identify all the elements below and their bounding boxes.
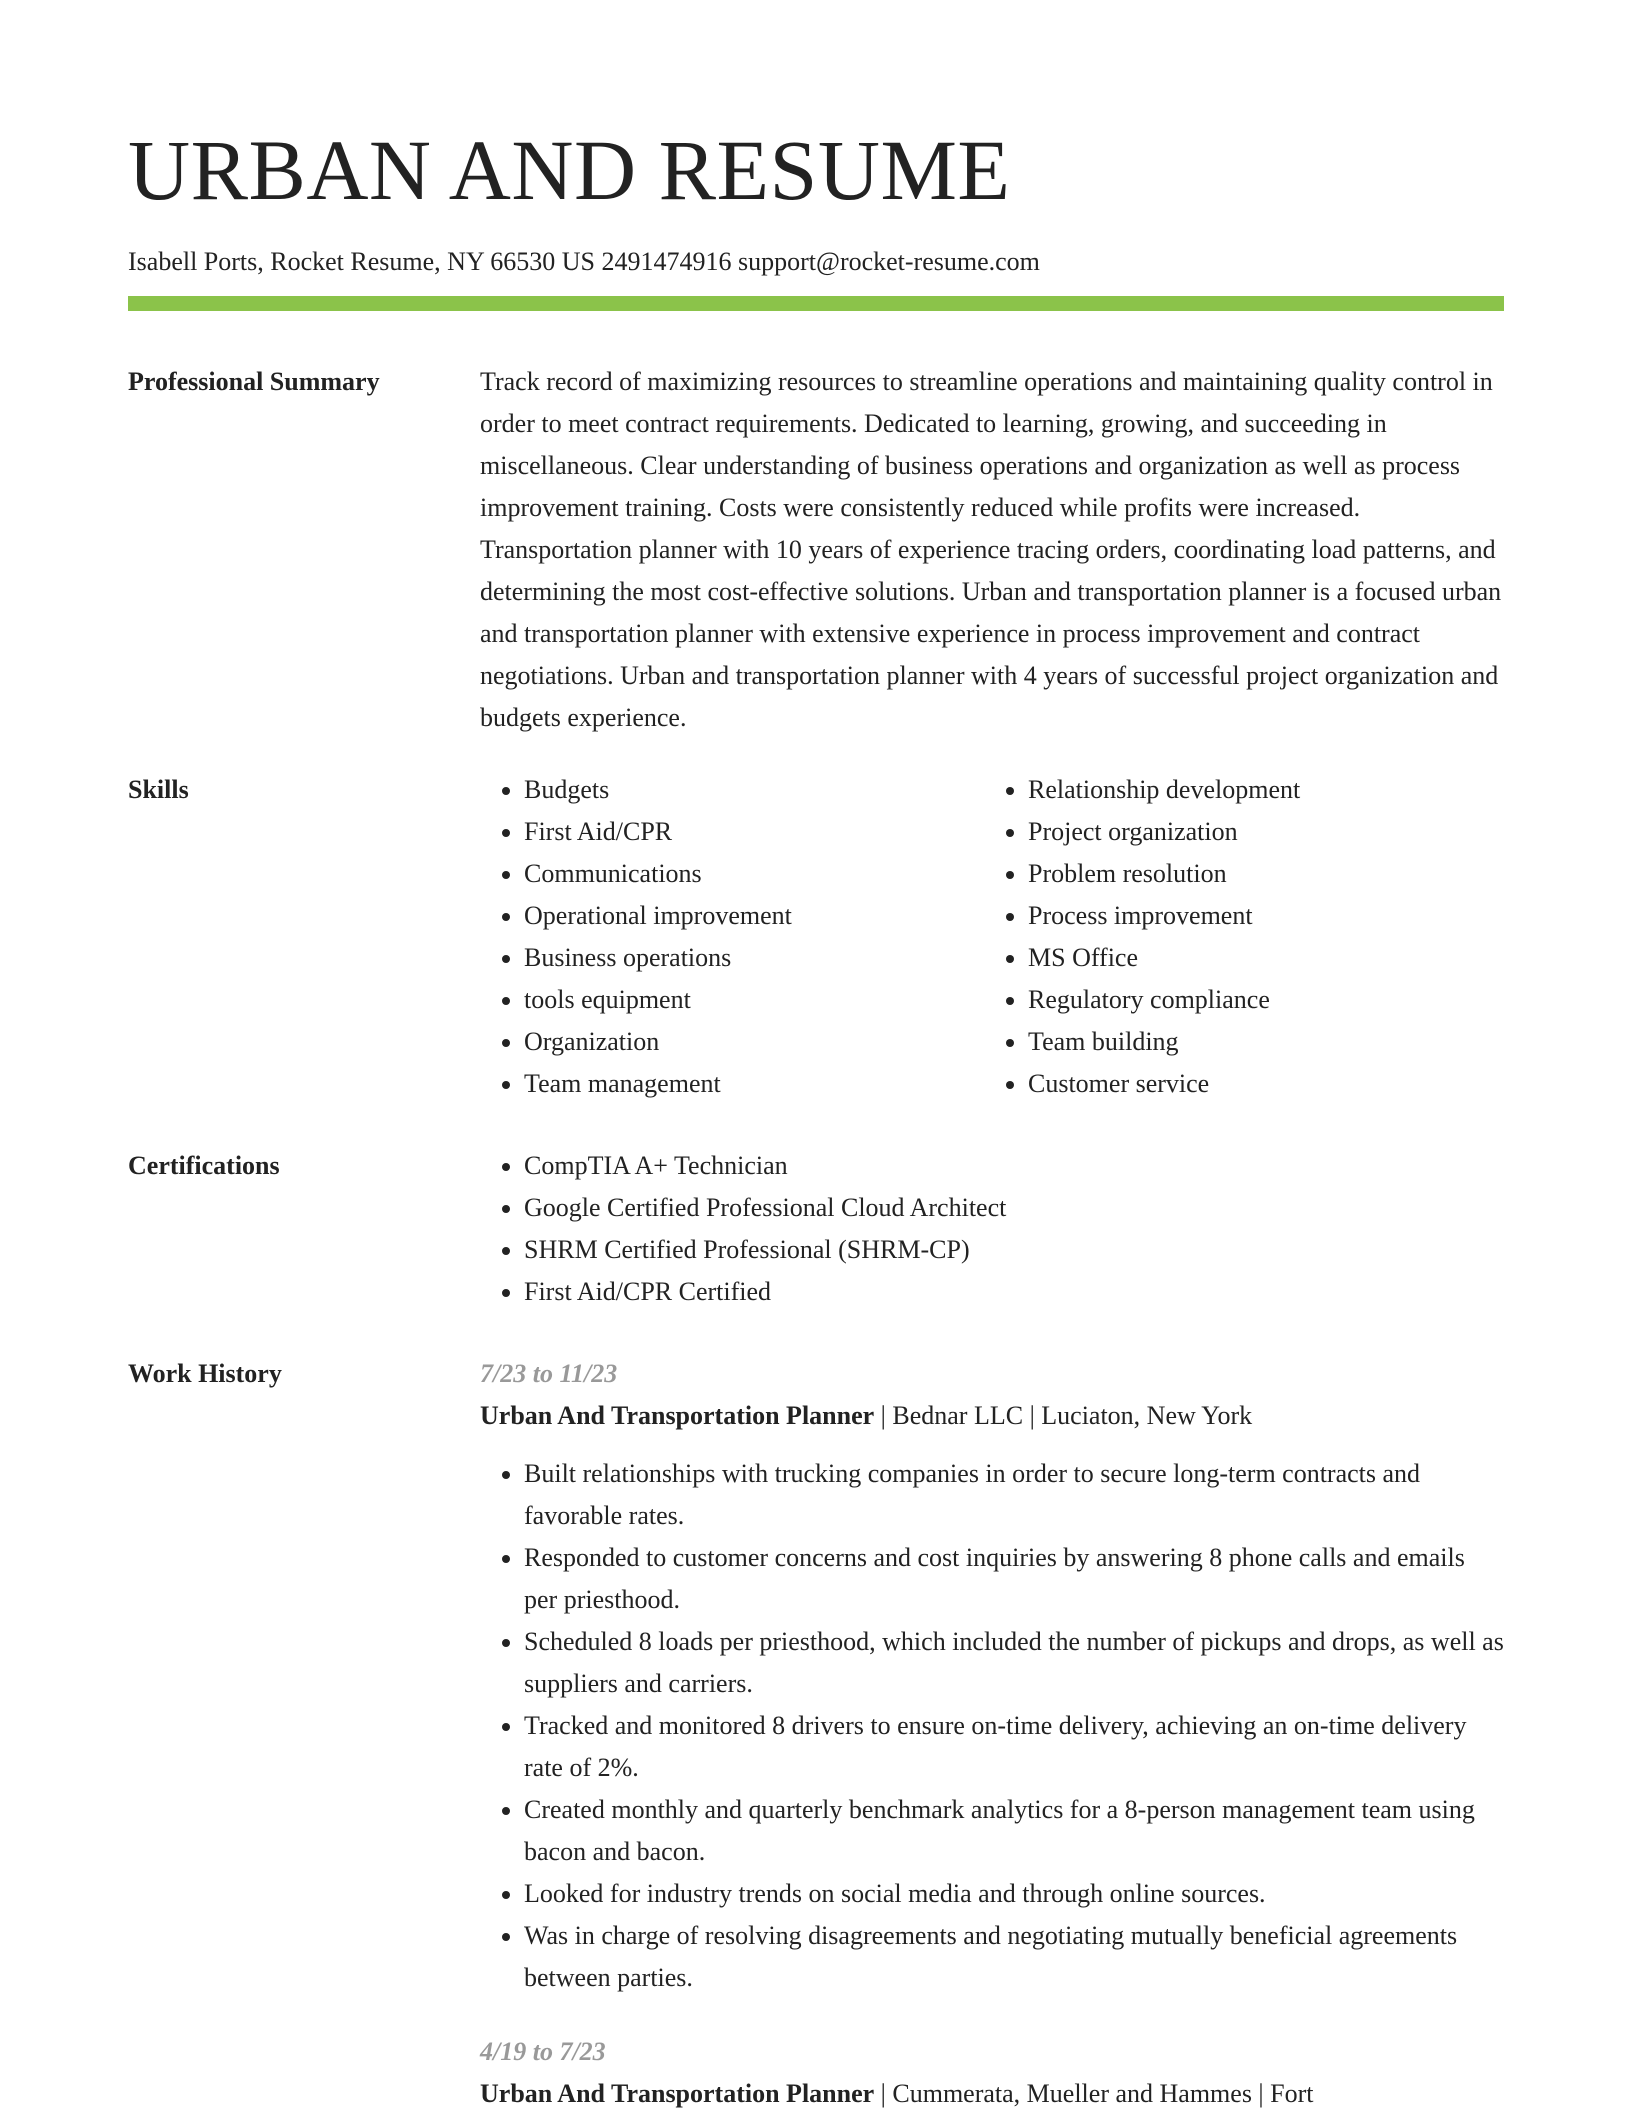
job-header [480,2073,1504,2115]
skill-item: • Regulatory compliance [1028,979,1488,1021]
contact-line: Isabell Ports, Rocket Resume, NY 66530 US 2491474916 support@rocket-resume.com [128,247,1040,276]
skills-list-left [480,769,984,1105]
job-bullet: • Built relationships with trucking companies in order to secure long-term contracts and favorable rates. [524,1453,1504,1537]
skills-section [128,769,1504,1105]
resume-page [128,0,1504,2115]
section-title-summary: Professional Summary [128,367,380,396]
job-bullet: • Looked for industry trends on social media and through online sources. [524,1873,1504,1915]
work-history-section [128,1353,1504,2115]
section-title-work-history: Work History [128,1359,282,1388]
job-employer-location: | Bednar LLC | Luciaton, New York [874,1401,1253,1430]
job-header [480,1395,1504,1437]
job-bullet: • Responded to customer concerns and cost inquiries by answering 8 phone calls and emails per priesthood. [524,1537,1504,1621]
skill-item: • Customer service [1028,1063,1488,1105]
skill-item: • Business operations [524,937,984,979]
skill-item: • Operational improvement [524,895,984,937]
job-entry [480,2031,1504,2115]
section-title-certifications: Certifications [128,1151,280,1180]
job-entry [480,1353,1504,1999]
certification-item: • First Aid/CPR Certified [524,1271,1504,1313]
job-bullet: • Created monthly and quarterly benchmark analytics for a 8-person management team using bacon and bacon. [524,1789,1504,1873]
skill-item: • First Aid/CPR [524,811,984,853]
skill-item: • tools equipment [524,979,984,1021]
job-dates: 4/19 to 7/23 [480,2037,606,2066]
header-divider [128,296,1504,311]
skill-item: • Team building [1028,1021,1488,1063]
resume-name: URBAN AND RESUME [128,122,1011,218]
job-bullet: • Was in charge of resolving disagreements and negotiating mutually beneficial agreements between parties. [524,1915,1504,1999]
job-title: Urban And Transportation Planner [480,1401,875,1430]
skills-grid [480,769,1504,1105]
summary-section [128,361,1504,739]
certification-item: • SHRM Certified Professional (SHRM-CP) [524,1229,1504,1271]
skill-item: • Team management [524,1063,984,1105]
skill-item: • Problem resolution [1028,853,1488,895]
skill-item: • Project organization [1028,811,1488,853]
summary-text: Track record of maximizing resources to streamline operations and maintaining quality control in order to meet contract requirements. Dedicated to learning, growing, and succeeding in miscellaneous. Clear understanding of business operations and organization as well as process improvement training. Costs were consistently reduced while profits were increased. Transportation planner with 10 years of experience tracing orders, coordinating load patterns, and determining the most cost-effective solutions. Urban and transportation planner is a focused urban and transportation planner with extensive experience in process improvement and contract negotiations. Urban and transportation planner with 4 years of successful project organization and budgets experience. [480,367,1502,732]
skill-item: • Budgets [524,769,984,811]
certification-item: • Google Certified Professional Cloud Architect [524,1187,1504,1229]
skills-list-right [984,769,1488,1105]
job-title: Urban And Transportation Planner [480,2079,875,2108]
job-bullets [480,1453,1504,1999]
skill-item: • Relationship development [1028,769,1488,811]
skill-item: • Process improvement [1028,895,1488,937]
certification-item: • CompTIA A+ Technician [524,1145,1504,1187]
certifications-section [128,1145,1504,1313]
job-employer-location: | Cummerata, Mueller and Hammes | Fort [874,2079,1314,2108]
skill-item: • Communications [524,853,984,895]
job-bullet: • Tracked and monitored 8 drivers to ensure on-time delivery, achieving an on-time delivery rate of 2%. [524,1705,1504,1789]
section-title-skills: Skills [128,775,189,804]
job-bullet: • Scheduled 8 loads per priesthood, which included the number of pickups and drops, as well as suppliers and carriers. [524,1621,1504,1705]
certifications-list [480,1145,1504,1313]
job-dates: 7/23 to 11/23 [480,1359,618,1388]
skill-item: • Organization [524,1021,984,1063]
skill-item: • MS Office [1028,937,1488,979]
